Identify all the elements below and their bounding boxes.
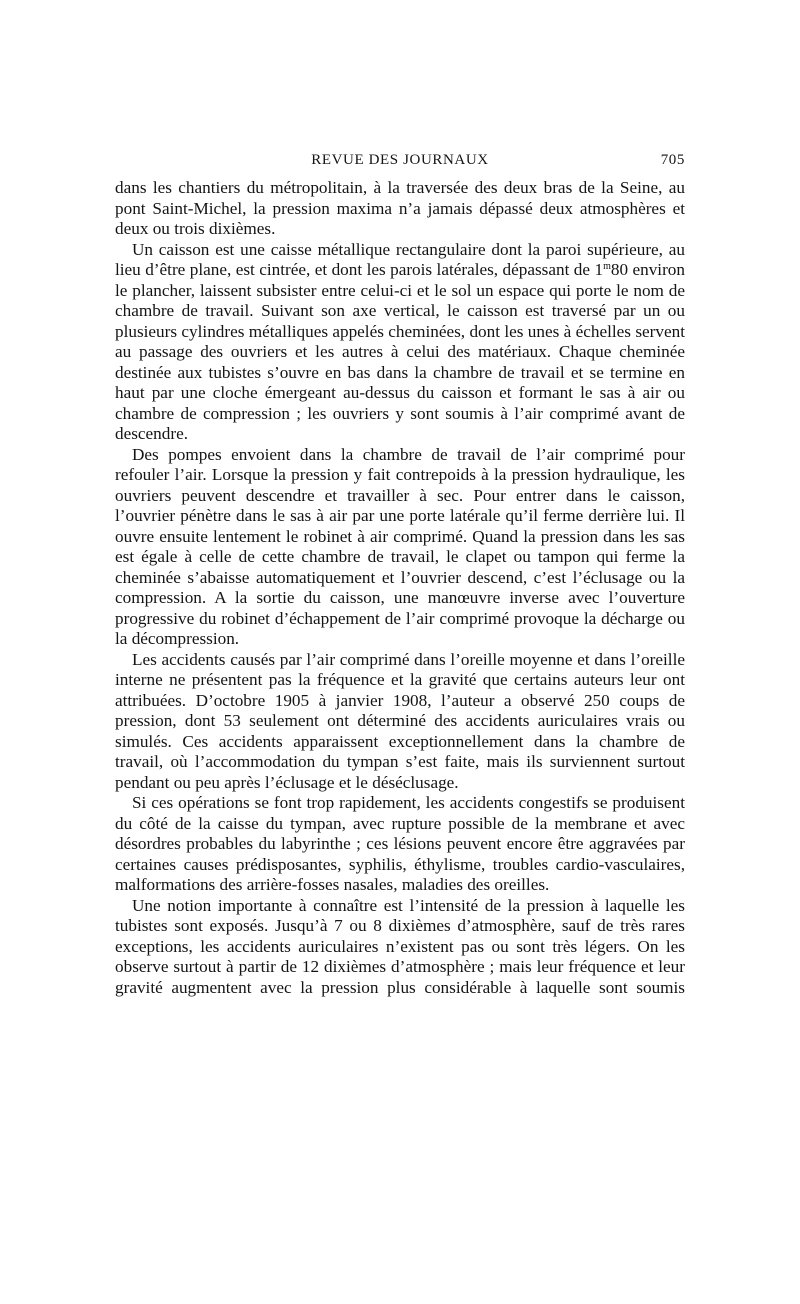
paragraph-1: dans les chantiers du métropolitain, à la traversée des deux bras de la Seine, au pont Saint-Michel, la pression maxima n’a jamais dépassé deux atmosphères et deux ou trois dixièmes. xyxy=(115,178,685,238)
paragraph-2-rest: 80 environ le plancher, laissent subsister entre celui-ci et le sol un espace qui porte le nom de chambre de travail. Suivant son axe vertical, le caisson est traversé par un ou plusieurs cylindres métalliques appelés cheminées, dont les unes à échelles servent au passage des ouvriers et les autres à celui des matériaux. Chaque cheminée destinée aux tubistes s’ouvre en bas dans la chambre de travail et se termine en haut par une cloche émergeant au-dessus du caisson et formant le sas à air ou chambre de compression ; les ouvriers y sont soumis à l’air comprimé avant de descendre. xyxy=(115,260,685,443)
paragraph-6: Une notion importante à connaître est l’intensité de la pression à laquelle les tubistes sont exposés. Jusqu’à 7 ou 8 dixièmes d’atmosphère, sauf de très rares exceptions, les accidents auriculaires n’existent pas ou sont très légers. On les observe surtout à partir de 12 dixièmes d’atmosphère ; mais leur fréquence et leur gravité augmentent avec la pression plus considérable à laquelle sont soumis xyxy=(115,895,685,997)
paragraph-2-start: Un caisson est une caisse métallique rectangulaire dont la paroi supérieure, au lieu d’être plane, est cintrée, et dont les parois latérales, dépassant de 1 xyxy=(115,239,685,279)
paragraph-5: Si ces opérations se font trop rapidement, les accidents congestifs se produisent du côté de la caisse du tympan, avec rupture possible de la membrane et avec désordres probables du labyrinthe ; ces lésions peuvent encore être aggravées par certaines causes prédisposantes, syphilis, éthylisme, troubles cardio-vasculaires, malformations des arrière-fosses nasales, maladies des oreilles. xyxy=(115,793,685,894)
paragraph-2 xyxy=(115,240,685,445)
running-title: REVUE DES JOURNAUX xyxy=(311,152,489,168)
journal-page xyxy=(115,152,685,998)
metre-superscript: m xyxy=(603,261,611,272)
page-number: 705 xyxy=(660,152,685,168)
paragraph-3: Des pompes envoient dans la chambre de travail de l’air comprimé pour refouler l’air. Lorsque la pression y fait contrepoids à la pression hydraulique, les ouvriers peuvent descendre et travailler à sec. Pour entrer dans le caisson, l’ouvrier pénètre dans le sas à air par une porte latérale qu’il ferme derrière lui. Il ouvre ensuite lentement le robinet à air comprimé. Quand la pression dans les sas est égale à celle de cette chambre de travail, le clapet ou tampon qui ferme la cheminée s’abaisse automatiquement et l’ouvrier descend, c’est l’éclusage ou la compression. A la sortie du caisson, une manœuvre inverse avec l’ouverture progressive du robinet d’échappement de l’air comprimé provoque la décharge ou la décompression. xyxy=(115,444,685,648)
running-header xyxy=(115,152,685,178)
paragraph-4: Les accidents causés par l’air comprimé dans l’oreille moyenne et dans l’oreille interne ne présentent pas la fréquence et la gravité que certains auteurs leur ont attribuées. D’octobre 1905 à janvier 1908, l’auteur a observé 250 coups de pression, dont 53 seulement ont déterminé des accidents auriculaires vrais ou simulés. Ces accidents apparaissent exceptionnellement dans la chambre de travail, où l’accommodation du tympan s’est faite, mais ils surviennent surtout pendant ou peu après l’éclusage et le déséclusage. xyxy=(115,649,685,792)
article-body xyxy=(115,178,685,998)
